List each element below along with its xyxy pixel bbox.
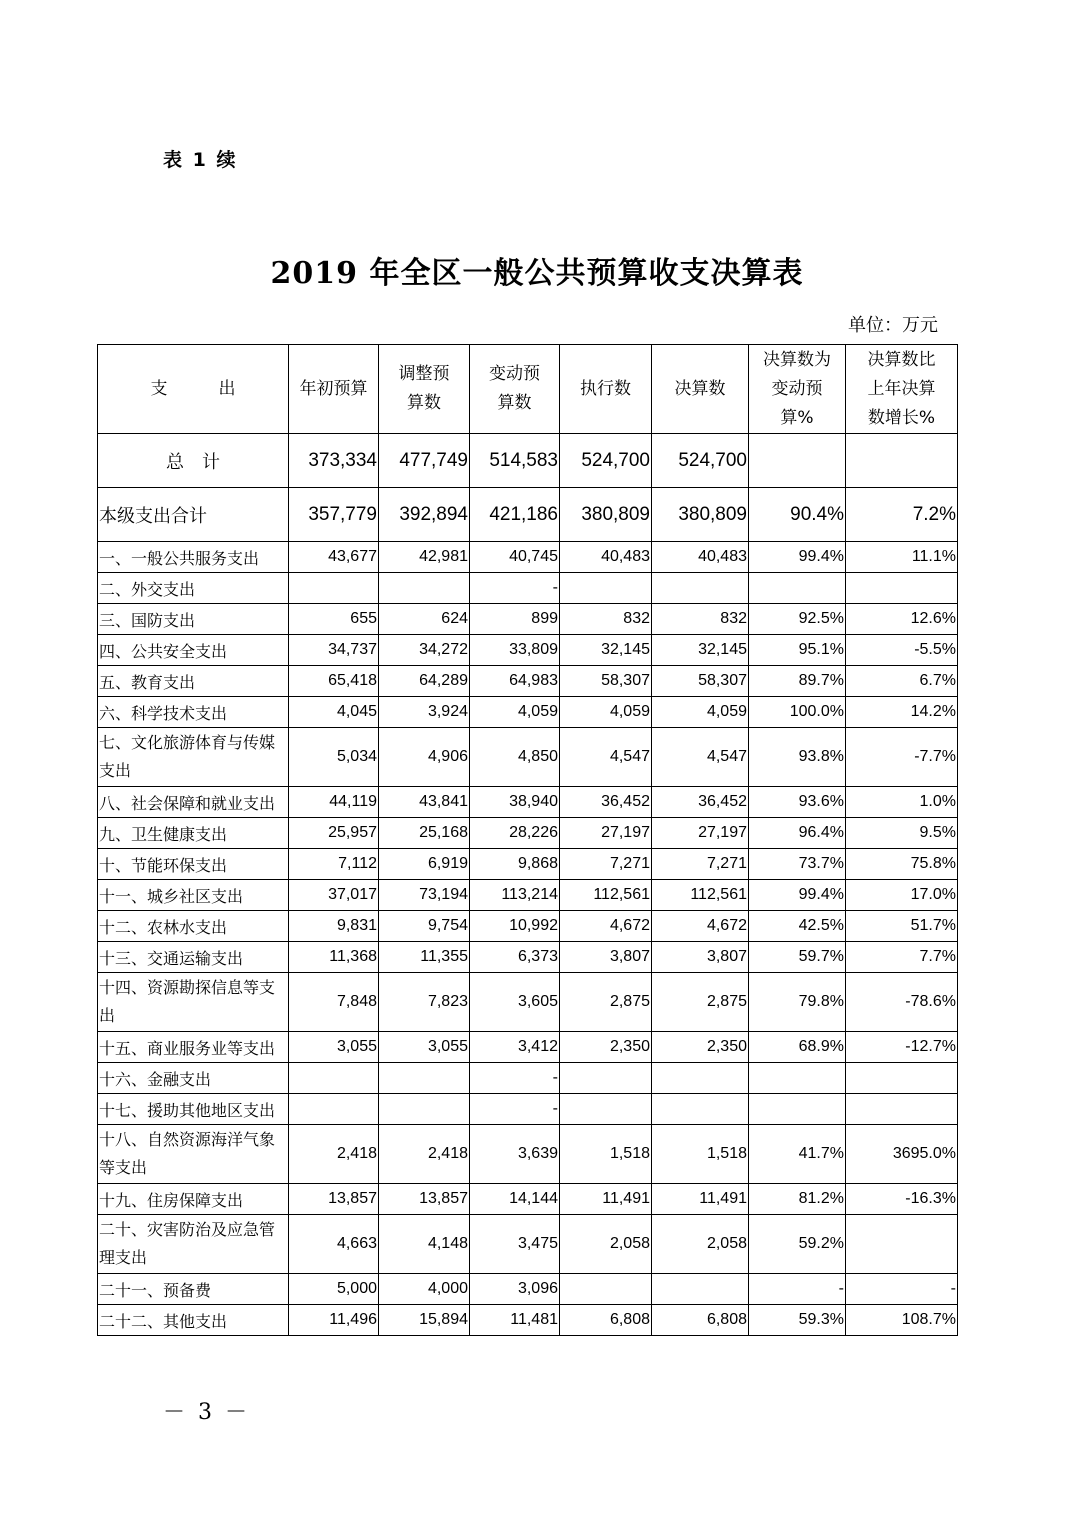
cell: 5,034: [289, 728, 379, 787]
cell: 73,194: [379, 880, 470, 911]
cell: [846, 434, 958, 488]
table-row: [98, 880, 958, 911]
cell: 4,059: [652, 697, 749, 728]
cell: 1,518: [560, 1125, 652, 1184]
cell: 7,823: [379, 973, 470, 1032]
table-row: [98, 666, 958, 697]
cell: 899: [470, 604, 560, 635]
cell: 7,112: [289, 849, 379, 880]
row-label: 五、教育支出: [98, 666, 289, 697]
cell: 33,809: [470, 635, 560, 666]
cell: [560, 1094, 652, 1125]
cell: 93.6%: [749, 787, 846, 818]
cell: 113,214: [470, 880, 560, 911]
row-label: 十三、交通运输支出: [98, 942, 289, 973]
cell: 477,749: [379, 434, 470, 488]
cell: 7,271: [560, 849, 652, 880]
cell: 9.5%: [846, 818, 958, 849]
header-executed: 执行数: [560, 345, 652, 434]
cell: -: [470, 573, 560, 604]
cell: 17.0%: [846, 880, 958, 911]
table-row: [98, 1215, 958, 1274]
cell: 3695.0%: [846, 1125, 958, 1184]
row-label: 一、一般公共服务支出: [98, 542, 289, 573]
row-label: 十、节能环保支出: [98, 849, 289, 880]
cell: 81.2%: [749, 1184, 846, 1215]
header-ratio-changed: 决算数为变动预算%: [749, 345, 846, 434]
page-title: 2019 年全区一般公共预算收支决算表: [270, 256, 804, 291]
cell: 373,334: [289, 434, 379, 488]
cell: -: [846, 1274, 958, 1305]
cell: 6,373: [470, 942, 560, 973]
cell: 27,197: [560, 818, 652, 849]
cell: [846, 573, 958, 604]
cell: 11,368: [289, 942, 379, 973]
cell: 3,055: [289, 1032, 379, 1063]
cell: 34,737: [289, 635, 379, 666]
cell: 100.0%: [749, 697, 846, 728]
cell: 7.7%: [846, 942, 958, 973]
cell: [379, 1094, 470, 1125]
cell: -16.3%: [846, 1184, 958, 1215]
cell: 2,875: [560, 973, 652, 1032]
cell: [846, 1063, 958, 1094]
cell: -: [470, 1094, 560, 1125]
cell: 28,226: [470, 818, 560, 849]
row-label: 十七、援助其他地区支出: [98, 1094, 289, 1125]
table-row: [98, 728, 958, 787]
cell: 41.7%: [749, 1125, 846, 1184]
cell: 34,272: [379, 635, 470, 666]
cell: 4,547: [652, 728, 749, 787]
cell: 524,700: [560, 434, 652, 488]
cell: 59.2%: [749, 1215, 846, 1274]
cell: [749, 1063, 846, 1094]
table-row: [98, 573, 958, 604]
cell: 4,672: [652, 911, 749, 942]
cell: 37,017: [289, 880, 379, 911]
row-label: 十五、商业服务业等支出: [98, 1032, 289, 1063]
cell: 42,981: [379, 542, 470, 573]
grand-total-label: 总 计: [98, 434, 289, 488]
cell: [652, 573, 749, 604]
cell: 25,957: [289, 818, 379, 849]
cell: 6.7%: [846, 666, 958, 697]
cell: [560, 573, 652, 604]
cell: 4,059: [560, 697, 652, 728]
cell: 2,350: [560, 1032, 652, 1063]
cell: 7.2%: [846, 488, 958, 542]
row-label: 十九、住房保障支出: [98, 1184, 289, 1215]
cell: 36,452: [560, 787, 652, 818]
cell: 27,197: [652, 818, 749, 849]
cell: 58,307: [560, 666, 652, 697]
cell: 2,350: [652, 1032, 749, 1063]
level-total-row: [98, 488, 958, 542]
table-row: [98, 1305, 958, 1336]
table-row: [98, 818, 958, 849]
row-label: 六、科学技术支出: [98, 697, 289, 728]
header-growth: 决算数比上年决算数增长%: [846, 345, 958, 434]
cell: 3,475: [470, 1215, 560, 1274]
table-number-label: 表 1 续: [163, 149, 238, 171]
cell: 43,841: [379, 787, 470, 818]
cell: -5.5%: [846, 635, 958, 666]
cell: 392,894: [379, 488, 470, 542]
cell: 11,496: [289, 1305, 379, 1336]
cell: 14.2%: [846, 697, 958, 728]
cell: 6,808: [560, 1305, 652, 1336]
cell: 73.7%: [749, 849, 846, 880]
cell: 3,605: [470, 973, 560, 1032]
row-label: 三、国防支出: [98, 604, 289, 635]
header-final: 决算数: [652, 345, 749, 434]
row-label: 十二、农林水支出: [98, 911, 289, 942]
cell: 99.4%: [749, 880, 846, 911]
cell: 12.6%: [846, 604, 958, 635]
page-number: － 3 －: [163, 1400, 250, 1425]
cell: 2,418: [379, 1125, 470, 1184]
cell: [289, 1063, 379, 1094]
table-row: [98, 1032, 958, 1063]
cell: [846, 1094, 958, 1125]
cell: [289, 573, 379, 604]
cell: 421,186: [470, 488, 560, 542]
cell: 9,754: [379, 911, 470, 942]
cell: 1,518: [652, 1125, 749, 1184]
cell: [652, 1063, 749, 1094]
cell: 380,809: [652, 488, 749, 542]
cell: 2,875: [652, 973, 749, 1032]
cell: 92.5%: [749, 604, 846, 635]
cell: 4,547: [560, 728, 652, 787]
cell: [379, 1063, 470, 1094]
cell: 99.4%: [749, 542, 846, 573]
cell: 832: [560, 604, 652, 635]
cell: [846, 1215, 958, 1274]
row-label: 四、公共安全支出: [98, 635, 289, 666]
budget-table: [97, 344, 958, 1336]
row-label: 二十一、预备费: [98, 1274, 289, 1305]
cell: 6,919: [379, 849, 470, 880]
cell: 79.8%: [749, 973, 846, 1032]
table-row: [98, 973, 958, 1032]
cell: 15,894: [379, 1305, 470, 1336]
cell: 36,452: [652, 787, 749, 818]
cell: 51.7%: [846, 911, 958, 942]
cell: 3,924: [379, 697, 470, 728]
cell: 13,857: [289, 1184, 379, 1215]
cell: 3,639: [470, 1125, 560, 1184]
row-label: 八、社会保障和就业支出: [98, 787, 289, 818]
row-label: 十六、金融支出: [98, 1063, 289, 1094]
row-label: 二十二、其他支出: [98, 1305, 289, 1336]
cell: 7,271: [652, 849, 749, 880]
cell: [560, 1274, 652, 1305]
cell: 95.1%: [749, 635, 846, 666]
cell: 9,868: [470, 849, 560, 880]
cell: 524,700: [652, 434, 749, 488]
table-row: [98, 635, 958, 666]
header-name: 支 出: [98, 345, 289, 434]
row-label: 七、文化旅游体育与传媒支出: [98, 728, 289, 787]
table-row: [98, 1094, 958, 1125]
cell: [749, 1094, 846, 1125]
cell: 2,418: [289, 1125, 379, 1184]
table-row: [98, 1125, 958, 1184]
header-budget-changed: 变动预算数: [470, 345, 560, 434]
cell: 40,483: [560, 542, 652, 573]
cell: 655: [289, 604, 379, 635]
table-row: [98, 697, 958, 728]
cell: 32,145: [560, 635, 652, 666]
cell: 357,779: [289, 488, 379, 542]
cell: 13,857: [379, 1184, 470, 1215]
cell: [379, 573, 470, 604]
cell: 4,850: [470, 728, 560, 787]
cell: 89.7%: [749, 666, 846, 697]
cell: 68.9%: [749, 1032, 846, 1063]
cell: 4,906: [379, 728, 470, 787]
cell: 38,940: [470, 787, 560, 818]
cell: 2,058: [652, 1215, 749, 1274]
cell: 32,145: [652, 635, 749, 666]
cell: 11,481: [470, 1305, 560, 1336]
cell: -78.6%: [846, 973, 958, 1032]
cell: 59.7%: [749, 942, 846, 973]
cell: 4,045: [289, 697, 379, 728]
table-row: [98, 911, 958, 942]
table-row: [98, 542, 958, 573]
cell: 108.7%: [846, 1305, 958, 1336]
table-row: [98, 1274, 958, 1305]
table-row: [98, 604, 958, 635]
cell: 3,807: [560, 942, 652, 973]
table-row: [98, 1063, 958, 1094]
cell: 4,663: [289, 1215, 379, 1274]
cell: 11,491: [652, 1184, 749, 1215]
cell: 44,119: [289, 787, 379, 818]
cell: 112,561: [652, 880, 749, 911]
cell: [749, 573, 846, 604]
cell: -12.7%: [846, 1032, 958, 1063]
unit-label: 单位：万元: [848, 315, 938, 336]
cell: 9,831: [289, 911, 379, 942]
cell: 2,058: [560, 1215, 652, 1274]
cell: 3,412: [470, 1032, 560, 1063]
cell: 624: [379, 604, 470, 635]
cell: 4,148: [379, 1215, 470, 1274]
cell: -: [470, 1063, 560, 1094]
row-label: 十四、资源勘探信息等支出: [98, 973, 289, 1032]
row-label: 十一、城乡社区支出: [98, 880, 289, 911]
cell: 380,809: [560, 488, 652, 542]
level-total-label: 本级支出合计: [98, 488, 289, 542]
cell: 59.3%: [749, 1305, 846, 1336]
cell: 112,561: [560, 880, 652, 911]
cell: -7.7%: [846, 728, 958, 787]
cell: 11.1%: [846, 542, 958, 573]
cell: 3,807: [652, 942, 749, 973]
cell: 64,289: [379, 666, 470, 697]
header-row: [98, 345, 958, 434]
table-frame: [99, 344, 957, 1336]
cell: 64,983: [470, 666, 560, 697]
cell: [652, 1274, 749, 1305]
cell: 3,055: [379, 1032, 470, 1063]
cell: 832: [652, 604, 749, 635]
table-row: [98, 849, 958, 880]
cell: [560, 1063, 652, 1094]
row-label: 九、卫生健康支出: [98, 818, 289, 849]
cell: 4,059: [470, 697, 560, 728]
cell: 10,992: [470, 911, 560, 942]
cell: 58,307: [652, 666, 749, 697]
cell: 11,355: [379, 942, 470, 973]
grand-total-row: [98, 434, 958, 488]
cell: 75.8%: [846, 849, 958, 880]
cell: 5,000: [289, 1274, 379, 1305]
cell: [749, 434, 846, 488]
cell: 11,491: [560, 1184, 652, 1215]
cell: [289, 1094, 379, 1125]
cell: 7,848: [289, 973, 379, 1032]
row-label: 十八、自然资源海洋气象等支出: [98, 1125, 289, 1184]
table-row: [98, 942, 958, 973]
cell: 65,418: [289, 666, 379, 697]
table-row: [98, 1184, 958, 1215]
cell: 90.4%: [749, 488, 846, 542]
cell: 25,168: [379, 818, 470, 849]
cell: 3,096: [470, 1274, 560, 1305]
cell: 43,677: [289, 542, 379, 573]
cell: 42.5%: [749, 911, 846, 942]
cell: 514,583: [470, 434, 560, 488]
cell: 4,672: [560, 911, 652, 942]
cell: 96.4%: [749, 818, 846, 849]
row-label: 二、外交支出: [98, 573, 289, 604]
header-budget-initial: 年初预算: [289, 345, 379, 434]
cell: 93.8%: [749, 728, 846, 787]
cell: -: [749, 1274, 846, 1305]
cell: 14,144: [470, 1184, 560, 1215]
cell: 40,745: [470, 542, 560, 573]
cell: 1.0%: [846, 787, 958, 818]
cell: 40,483: [652, 542, 749, 573]
cell: 6,808: [652, 1305, 749, 1336]
row-label: 二十、灾害防治及应急管理支出: [98, 1215, 289, 1274]
cell: [652, 1094, 749, 1125]
table-row: [98, 787, 958, 818]
cell: 4,000: [379, 1274, 470, 1305]
header-budget-adjusted: 调整预算数: [379, 345, 470, 434]
